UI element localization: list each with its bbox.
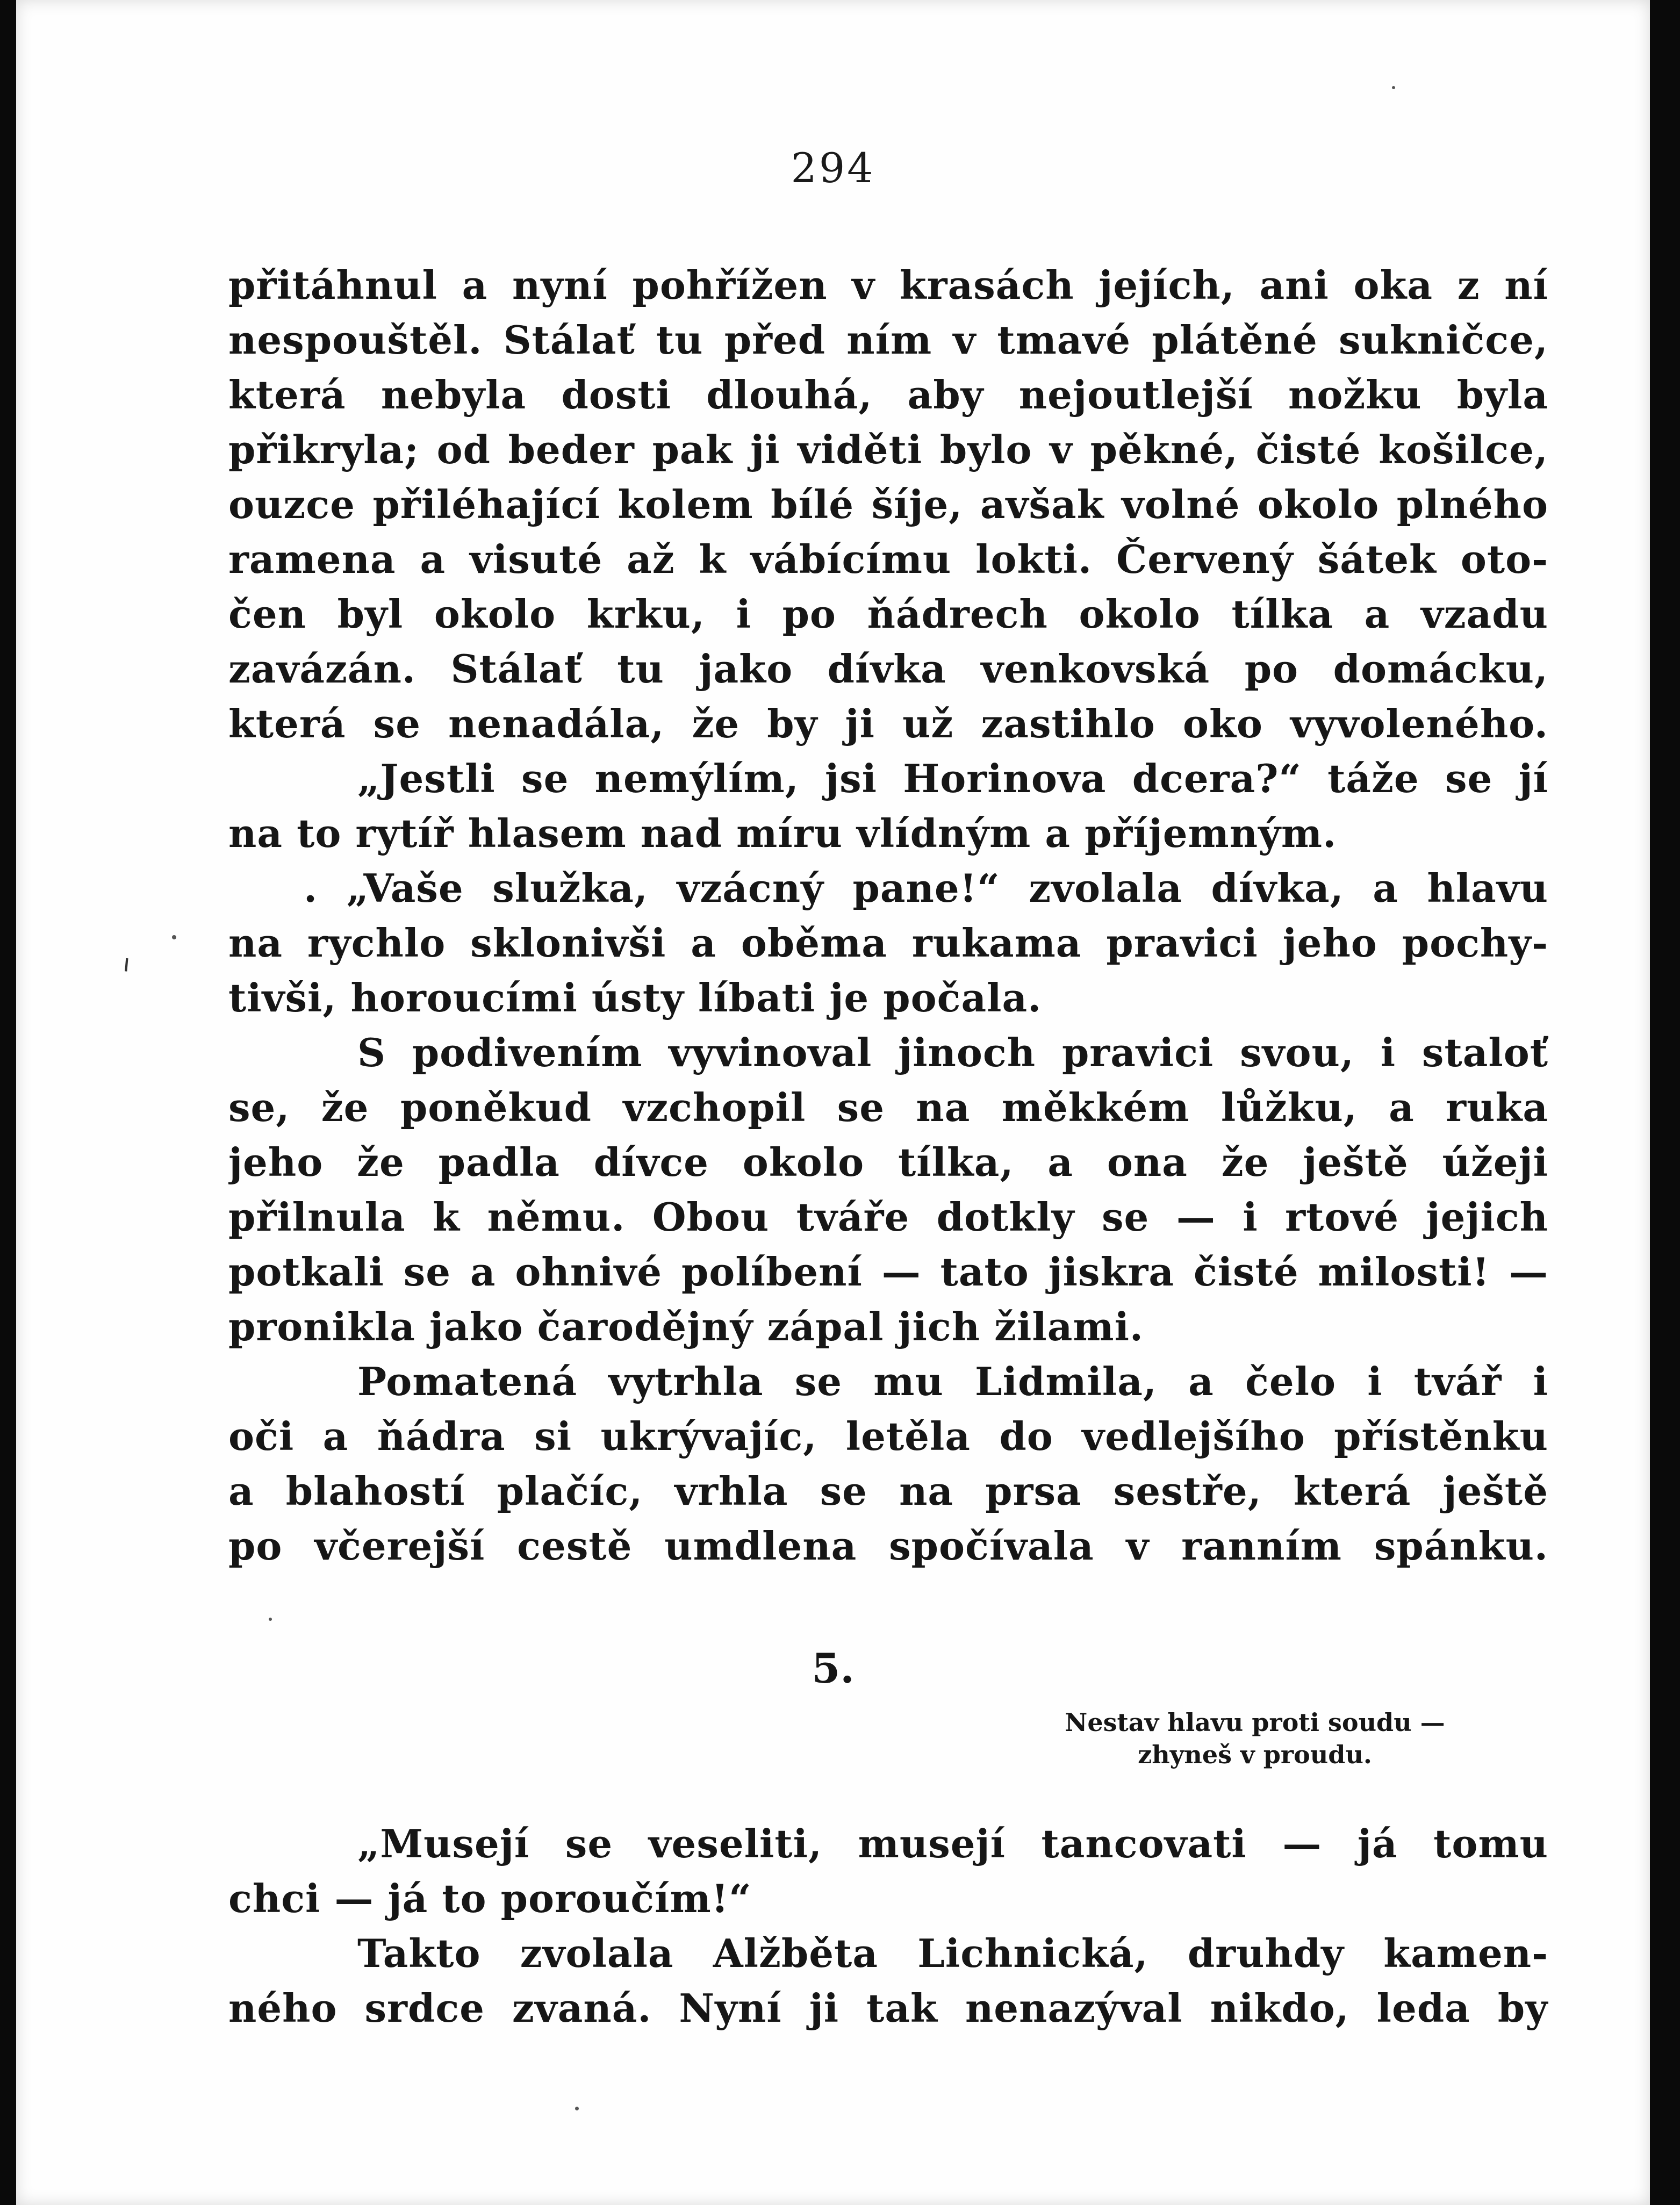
text-line: ramena a visuté až k vábícímu lokti. Červený šátek oto- [228, 536, 1548, 582]
text-line: potkali se a ohnivé políbení — tato jiskra čisté milosti! — [228, 1249, 1548, 1295]
page-number: 294 [791, 144, 875, 192]
text-line: ouzce přiléhající kolem bílé šíje, avšak volné okolo plného [228, 482, 1548, 527]
text-line: přitáhnul a nyní pohřížen v krasách jejích, ani oka z ní [228, 262, 1548, 308]
text-line: po včerejší cestě umdlena spočívala v ranním spánku. [228, 1523, 1548, 1569]
text-line: se, že poněkud vzchopil se na měkkém lůžku, a ruka [228, 1084, 1548, 1130]
book-page [16, 0, 1650, 2205]
text-line: a blahostí plačíc, vrhla se na prsa sestře, která ještě [228, 1468, 1548, 1514]
text-line: zavázán. Stálať tu jako dívka venkovská po domácku, [228, 646, 1548, 692]
text-line: „Jestli se nemýlím, jsi Horinova dcera?“ táže se jí [357, 756, 1548, 801]
text-line: tivši, horoucími ústy líbati je počala. [228, 975, 1042, 1021]
motto-line-1: Nestav hlavu proti soudu — [1065, 1708, 1445, 1737]
chapter-motto [1021, 1706, 1489, 1771]
text-block-continued [228, 1816, 1548, 2036]
ink-speck [575, 2107, 579, 2110]
text-line: jeho že padla dívce okolo tílka, a ona že ještě úžeji [228, 1139, 1548, 1185]
text-line: na rychlo sklonivši a oběma rukama pravici jeho pochy- [228, 920, 1548, 966]
text-line: která se nenadála, že by ji už zastihlo oko vyvoleného. [228, 701, 1548, 746]
text-block-main [228, 258, 1548, 1574]
ink-speck [1392, 86, 1395, 89]
text-line: oči a ňádra si ukrývajíc, letěla do vedlejšího přístěnku [228, 1413, 1548, 1459]
text-line: . „Vaše služka, vzácný pane!“ zvolala dívka, a hlavu [304, 865, 1548, 911]
text-line: ného srdce zvaná. Nyní ji tak nenazýval nikdo, leda by [228, 1985, 1548, 2031]
text-line: chci — já to poroučím!“ [228, 1876, 752, 1921]
text-line: pronikla jako čarodějný zápal jich žilami. [228, 1304, 1144, 1349]
text-line: přikryla; od beder pak ji viděti bylo v pěkné, čisté košilce, [228, 427, 1548, 472]
margin-pencil-mark: ᐟ [114, 951, 147, 989]
text-line: nespouštěl. Stálať tu před ním v tmavé plátěné sukničce, [228, 317, 1548, 363]
section-number: 5. [812, 1644, 855, 1692]
text-line: na to rytíř hlasem nad míru vlídným a příjemným. [228, 810, 1337, 856]
ink-speck [172, 935, 176, 939]
text-line: S podivením vyvinoval jinoch pravici svou, i staloť [357, 1030, 1548, 1075]
text-line: Pomatená vytrhla se mu Lidmila, a čelo i tvář i [357, 1359, 1548, 1404]
motto-line-2: zhyneš v proudu. [1138, 1740, 1372, 1769]
ink-speck [269, 1618, 272, 1621]
text-line: která nebyla dosti dlouhá, aby nejoutlejší nožku byla [228, 372, 1548, 418]
text-line: čen byl okolo krku, i po ňádrech okolo tílka a vzadu [228, 591, 1548, 637]
text-line: „Musejí se veseliti, musejí tancovati — já tomu [357, 1821, 1548, 1866]
text-line: Takto zvolala Alžběta Lichnická, druhdy kamen- [357, 1930, 1548, 1976]
text-line: přilnula k němu. Obou tváře dotkly se — i rtové jejich [228, 1194, 1548, 1240]
